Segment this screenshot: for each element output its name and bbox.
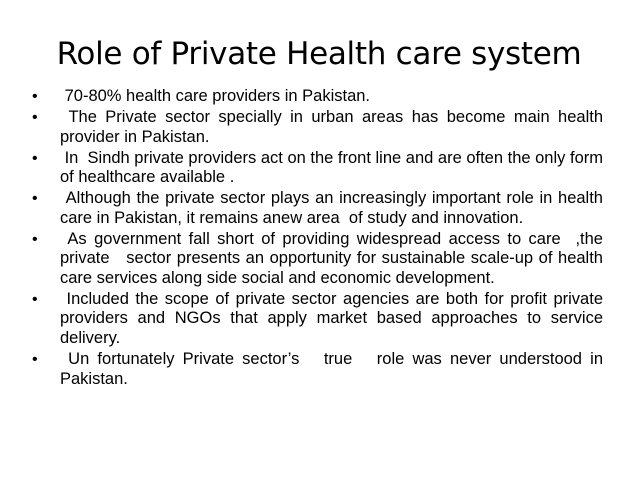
bullet-item-2 <box>30 108 608 147</box>
bullet-marker: • <box>32 230 38 248</box>
slide-title: Role of Private Health care system <box>56 36 582 72</box>
bullet-marker: • <box>32 88 38 105</box>
bullet-text: In Sindh private providers act on the front line and are often the only form of healthcare available . <box>60 148 608 187</box>
bullet-marker: • <box>32 290 38 308</box>
bullet-marker: • <box>32 190 38 208</box>
bullet-text: Included the scope of private sector agencies are both for profit private providers and NGOs that apply market based approaches to service delivery. <box>60 289 608 347</box>
bullet-list <box>30 87 608 391</box>
bullet-marker: • <box>32 351 38 369</box>
bullet-item-7 <box>30 350 608 389</box>
bullet-item-3 <box>30 148 608 188</box>
bullet-item-4 <box>30 189 608 228</box>
bullet-marker: • <box>32 109 38 127</box>
bullet-text: The Private sector specially in urban areas has become main health provider in Pakistan. <box>60 108 608 146</box>
bullet-text: 70-80% health care providers in Pakistan. <box>60 87 371 105</box>
bullet-item-6 <box>30 289 608 349</box>
bullet-marker: • <box>32 149 38 167</box>
bullet-text: As government fall short of providing widespread access to care ,the private sector presents an opportunity for sustainable scale-up of health care services along side social and economic development. <box>60 229 608 287</box>
bullet-text: Un fortunately Private sector’s true role was never understood in Pakistan. <box>60 350 608 388</box>
bullet-item-5 <box>30 229 608 289</box>
bullet-text: Although the private sector plays an increasingly important role in health care in Pakistan, it remains anew area of study and innovation. <box>60 189 608 227</box>
bullet-item-1 <box>30 87 603 107</box>
